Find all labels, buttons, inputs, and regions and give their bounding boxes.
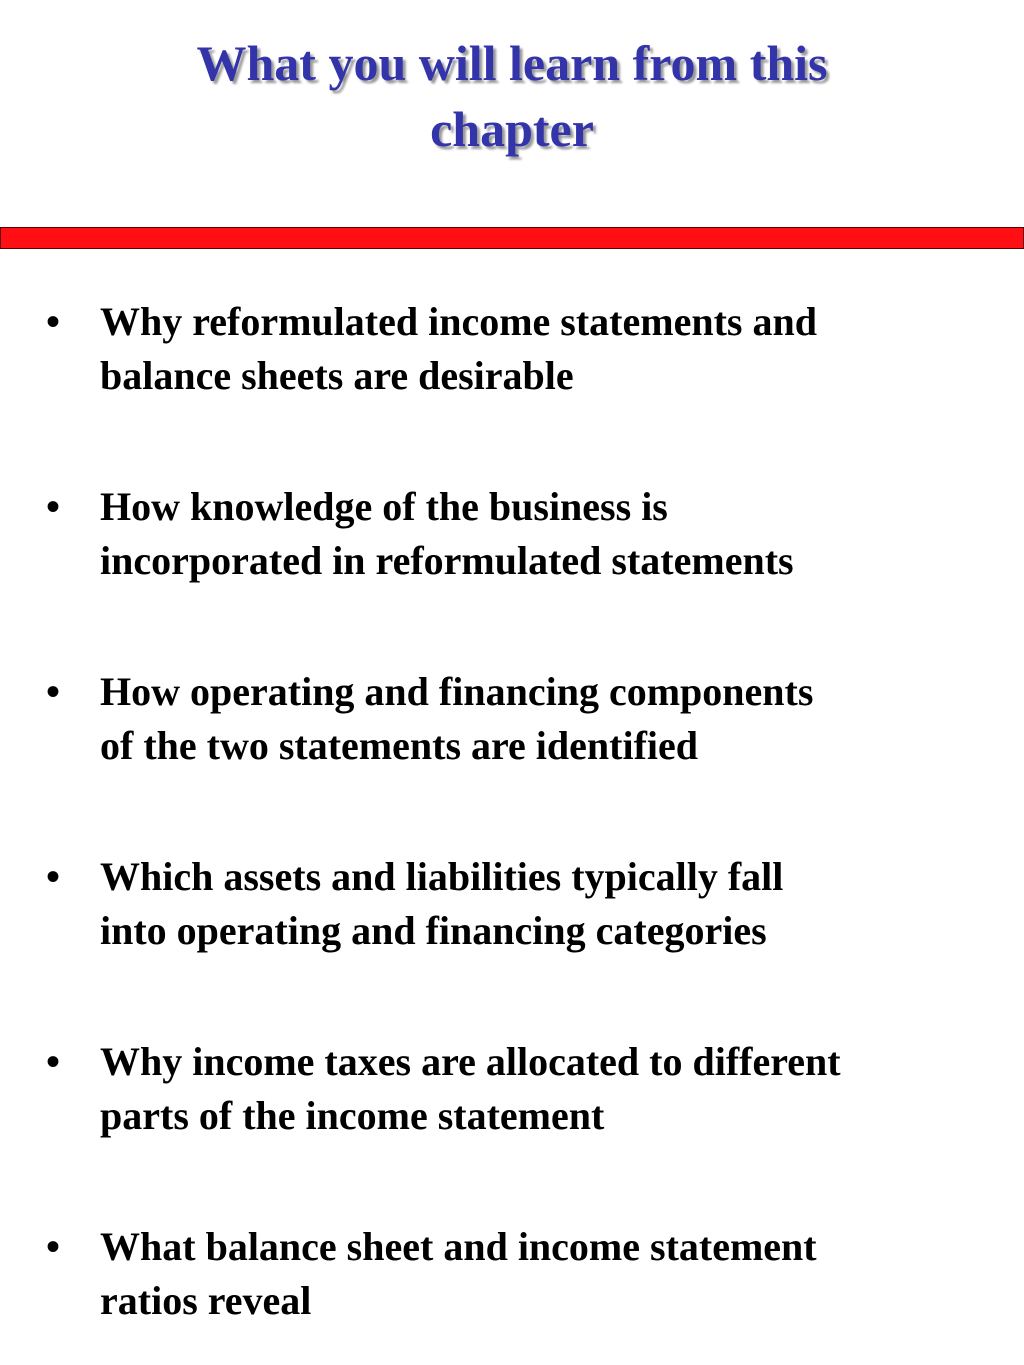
bullet-text	[100, 480, 1000, 588]
slide-title	[0, 30, 1024, 162]
bullet-dot-icon: •	[46, 1224, 61, 1269]
bullet-text-line: Which assets and liabilities typically fall	[100, 854, 784, 899]
bullet-item	[0, 1035, 1024, 1155]
bullet-item	[0, 1220, 1024, 1340]
bullet-dot-icon: •	[46, 299, 61, 344]
bullet-text	[100, 295, 1000, 403]
bullet-text	[100, 1220, 1000, 1328]
bullet-text	[100, 850, 1000, 958]
bullet-item	[0, 295, 1024, 415]
bullet-item	[0, 480, 1024, 600]
bullet-item	[0, 665, 1024, 785]
bullet-text-line: How knowledge of the business is	[100, 484, 668, 529]
title-divider-rule	[0, 227, 1024, 249]
bullet-text	[100, 665, 1000, 773]
bullet-dot-icon: •	[46, 484, 61, 529]
slide-title-line-2: chapter	[430, 101, 594, 157]
bullet-text-line: How operating and financing components	[100, 669, 814, 714]
bullet-text-line: ratios reveal	[100, 1278, 312, 1323]
bullet-text-line: incorporated in reformulated statements	[100, 538, 794, 583]
bullet-item	[0, 850, 1024, 970]
bullet-dot-icon: •	[46, 669, 61, 714]
bullet-text	[100, 1035, 1000, 1143]
bullet-text-line: Why reformulated income statements and	[100, 299, 817, 344]
bullet-text-line: into operating and financing categories	[100, 908, 767, 953]
bullet-text-line: parts of the income statement	[100, 1093, 605, 1138]
bullet-dot-icon: •	[46, 1039, 61, 1084]
bullet-dot-icon: •	[46, 854, 61, 899]
bullet-text-line: of the two statements are identified	[100, 723, 699, 768]
bullet-text-line: Why income taxes are allocated to different	[100, 1039, 841, 1084]
bullet-text-line: What balance sheet and income statement	[100, 1224, 817, 1269]
slide-title-line-1: What you will learn from this	[196, 35, 828, 91]
bullet-text-line: balance sheets are desirable	[100, 353, 574, 398]
